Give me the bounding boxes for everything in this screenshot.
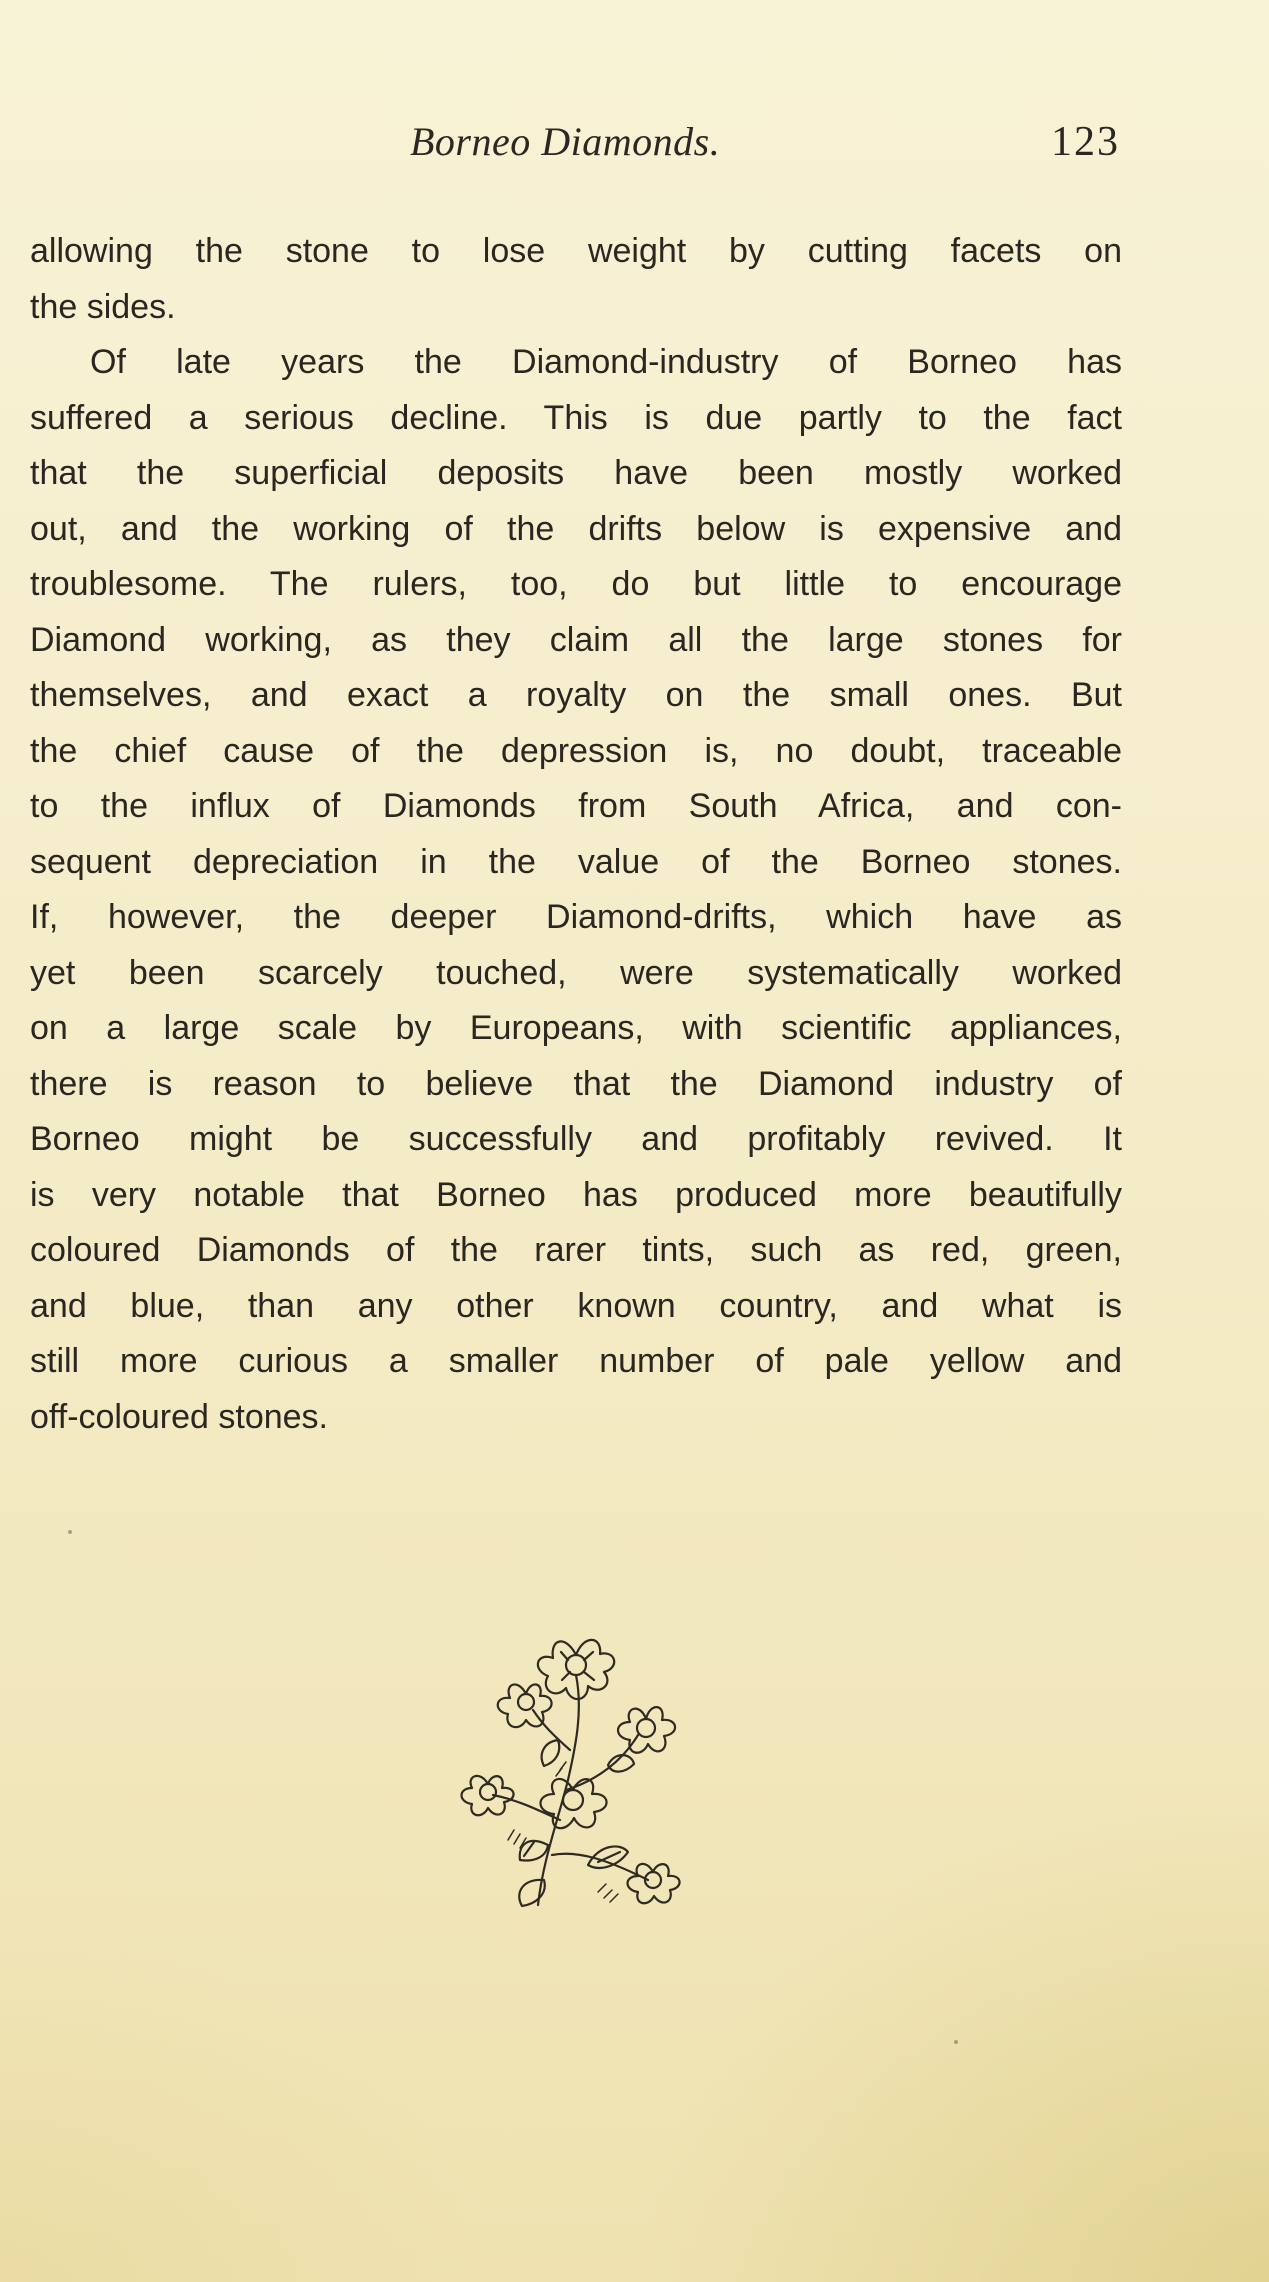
text-line: on a large scale by Europeans, with scientific appliances, [30,1009,1122,1047]
running-head [30,118,1120,178]
running-title: Borneo Diamonds. [410,119,721,164]
page-number: 123 [1051,119,1120,165]
text-line: is very notable that Borneo has produced more beautifully [30,1175,1122,1214]
floral-vignette-icon [448,1630,704,1910]
text-line: still more curious a smaller number of pale yellow and [30,1342,1122,1380]
text-line: out, and the working of the drifts below is expensive and [30,509,1122,548]
text-line: coloured Diamonds of the rarer tints, such as red, green, [30,1231,1122,1269]
paper-speck [954,2040,958,2044]
text-line: Diamond working, as they claim all the large stones for [30,620,1122,659]
paragraph-start-line: Of late years the Diamond-industry of Borneo has [90,343,1122,381]
text-line: off-coloured stones. [30,1397,328,1436]
text-line: troublesome. The rulers, too, do but little to encourage [30,565,1122,603]
text-line: that the superficial deposits have been mostly worked [30,454,1122,492]
text-line: allowing the stone to lose weight by cutting facets on [30,232,1122,270]
text-line: to the influx of Diamonds from South Africa, and con- [30,787,1122,825]
text-line: themselves, and exact a royalty on the small ones. But [30,676,1122,714]
text-line: If, however, the deeper Diamond-drifts, which have as [30,898,1122,936]
text-line: sequent depreciation in the value of the Borneo stones. [30,842,1122,881]
text-line: yet been scarcely touched, were systematically worked [30,953,1122,992]
paper-speck [68,1530,72,1534]
text-line: and blue, than any other known country, and what is [30,1286,1122,1325]
text-line: the sides. [30,287,176,326]
text-line: the chief cause of the depression is, no doubt, traceable [30,731,1122,770]
text-line: suffered a serious decline. This is due partly to the fact [30,398,1122,437]
text-line: Borneo might be successfully and profitably revived. It [30,1120,1122,1158]
body-text [30,224,1122,1445]
text-line: there is reason to believe that the Diamond industry of [30,1064,1122,1103]
